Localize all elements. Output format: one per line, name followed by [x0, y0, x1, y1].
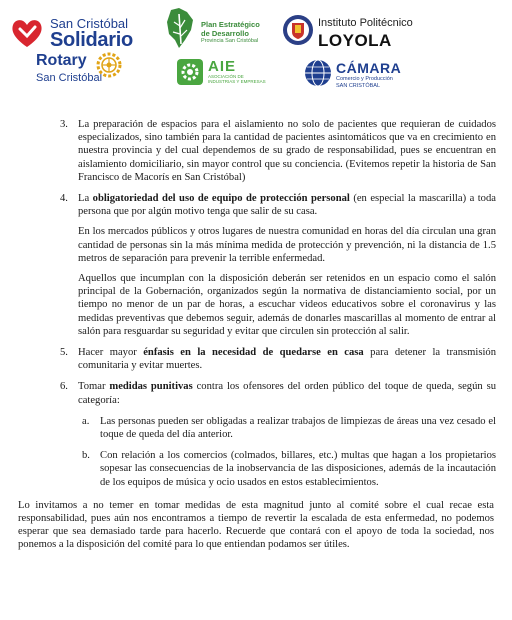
item-text [78, 192, 496, 218]
logo-text: CÁMARA [336, 60, 402, 76]
aie-logo [176, 58, 271, 90]
logo-text: Plan Estratégico [201, 20, 260, 29]
item-text [78, 346, 496, 372]
sub-item-a [18, 415, 496, 441]
logo-text: AIE [208, 58, 237, 75]
logo-text: Solidario [50, 29, 133, 51]
text-run: Hacer mayor [78, 347, 144, 359]
logo-text: San Cristóbal [36, 72, 103, 84]
list-item-4 [18, 192, 496, 338]
logo-text: Comercio y Producción [336, 76, 393, 82]
emphasis-text: medidas punitivas [109, 381, 193, 393]
text-run: contra los ofensores del orden público del toque de queda, según su categoría: [78, 381, 496, 406]
document-body [18, 118, 496, 552]
closing-paragraph: Lo invitamos a no temer en tomar medidas de esta magnitud junto al comité sobre el cual recae esta responsabilidad, pues aún nos encontramos a tiempo de revertir la escalada de esta enfermedad, no podemos esperar que sea demasiado tarde para hacerlo. Recuerde que contará con el apoyo de toda la sociedad, nos ponemos a la disposición del comité para lo que entiendan podamos ser útiles. [18, 499, 494, 551]
list-item-5 [18, 346, 496, 372]
shield-seal-icon [282, 14, 314, 46]
globe-icon [304, 58, 332, 88]
logo-text: LOYOLA [318, 31, 392, 50]
text-run: para detener la transmisión comunitaria y evitar muertes. [78, 347, 496, 372]
rotary-logo [36, 52, 136, 84]
logo-text: Rotary [36, 52, 87, 69]
text-run: Tomar [78, 381, 110, 393]
gear-icon [176, 58, 204, 86]
logo-text: Instituto Politécnico [318, 17, 413, 29]
text-run: (en especial la mascarilla) a toda persona que por algún motivo tenga que salir de su casa. [78, 193, 496, 218]
item-paragraph: En los mercados públicos y otros lugares de nuestra comunidad en horas del día circulan una gran cantidad de personas sin la más mínima medida de protección y prevención, ni la distancia de 1.5 metros de separación para prevenir la terrible enfermedad. [78, 226, 496, 264]
item-number: 5. [60, 347, 68, 359]
map-leaf-icon [165, 6, 197, 50]
rotary-wheel-icon [96, 52, 122, 78]
item-number: 6. [60, 381, 68, 393]
plan-estrategico-logo [165, 6, 275, 56]
heart-icon [10, 16, 44, 50]
politecnico-loyola-logo [282, 14, 502, 54]
item-number: 3. [60, 119, 68, 130]
sub-item-letter: b. [82, 450, 90, 462]
list-item-3 [18, 118, 496, 184]
item-text [78, 380, 496, 406]
list-item-6 [18, 380, 496, 406]
logo-text: Provincia San Cristóbal [201, 38, 259, 44]
camara-comercio-logo [304, 58, 404, 92]
san-cristobal-solidario-logo [10, 14, 160, 54]
text-run: La [78, 193, 93, 205]
emphasis-text: énfasis en la necesidad de quedarse en casa [143, 347, 364, 359]
item-text: La preparación de espacios para el aislamiento no solo de pacientes que requieran de cuidados especializados, sino también para la cantidad de pacientes asintomáticos que va en crecimiento en nuestra provincia y del cual dependemos de su grado de responsabilidad, pues se encuentran en aislamiento domiciliario, sin mayor control que su conciencia. (Evitemos repetir la historia de San Francisco de Macorís en San Cristóbal) [78, 119, 496, 183]
logo-text: SAN CRISTÓBAL [336, 83, 381, 89]
item-paragraph: Aquellos que incumplan con la disposición deberán ser retenidos en un espacio como el salón principal de la Gobernación, organizados según la normativa de distanciamiento social, por un tiempo no menor de un par de horas, a escuchar videos educativos sobre el coronavirus y las medidas preventivas que debemos seguir, además de donarles mascarillas al momento de entrar al salón para resguardar su seguridad y evitar que circulen sin protección al salir. [78, 273, 496, 337]
item-number: 4. [60, 193, 68, 205]
emphasis-text: obligatoriedad del uso de equipo de protección personal [92, 193, 350, 205]
sub-item-letter: a. [82, 415, 90, 427]
logo-text: ASOCIACIÓN DE INDUSTRIAS Y EMPRESAS [208, 74, 266, 84]
sub-item-b [18, 449, 496, 489]
logo-text: de Desarrollo [201, 29, 249, 38]
logo-text: San Cristóbal [50, 16, 129, 31]
sub-item-text: Las personas pueden ser obligadas a realizar trabajos de limpiezas de áreas una vez cesado el toque de queda del día anterior. [100, 415, 496, 441]
sub-item-text: Con relación a los comercios (colmados, billares, etc.) multas que hagan a los propietarios sopesar las consecuencias de la inobservancia de las disposiciones, además de la incautación de los equipos de música y ocio usados en estos establecimientos. [100, 450, 496, 488]
